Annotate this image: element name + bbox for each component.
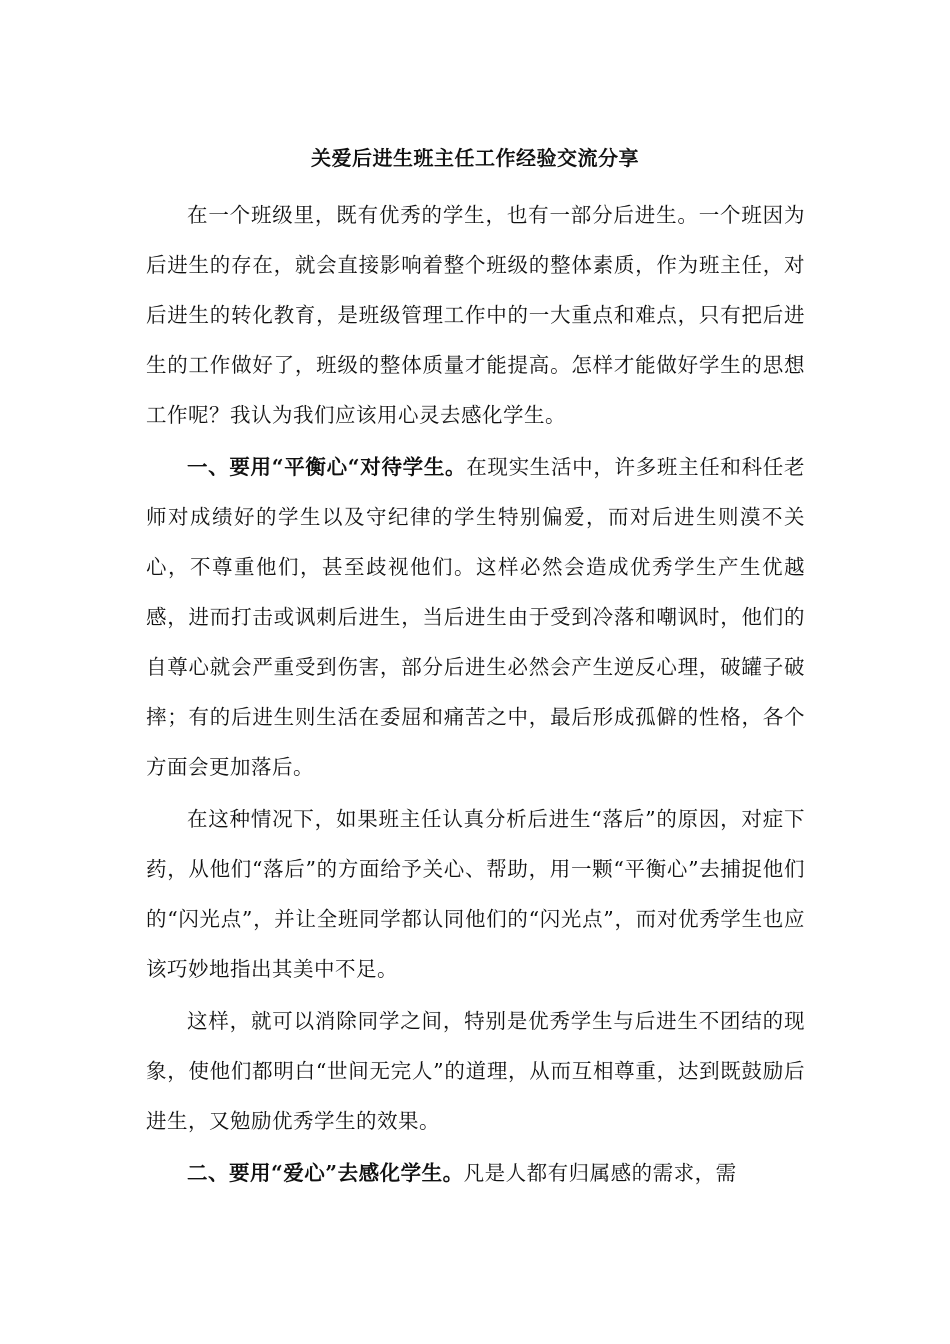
- paragraph-2: [146, 442, 805, 792]
- document-body: [146, 190, 805, 1200]
- paragraph-5: [146, 1148, 805, 1198]
- paragraph-4: [146, 996, 805, 1146]
- paragraph-2-text: 在现实生活中，许多班主任和科任老师对成绩好的学生以及守纪律的学生特别偏爱，而对后进生则漠不关心，不尊重他们，甚至歧视他们。这样必然会造成优秀学生产生优越感，进而打击或讽刺后进生，当后进生由于受到冷落和嘲讽时，他们的自尊心就会严重受到伤害，部分后进生必然会产生逆反心理，破罐子破摔；有的后进生则生活在委屈和痛苦之中，最后形成孤僻的性格，各个方面会更加落后。: [146, 455, 805, 779]
- paragraph-5-text: 凡是人都有归属感的需求，需: [463, 1161, 737, 1185]
- document-title: 关爱后进生班主任工作经验交流分享: [311, 146, 639, 170]
- paragraph-3: [146, 794, 805, 994]
- paragraph-1-text: 在一个班级里，既有优秀的学生，也有一部分后进生。一个班因为后进生的存在，就会直接影响着整个班级的整体素质，作为班主任，对后进生的转化教育，是班级管理工作中的一大重点和难点，只有把后进生的工作做好了，班级的整体质量才能提高。怎样才能做好学生的思想工作呢？我认为我们应该用心灵去感化学生。: [146, 203, 805, 427]
- paragraph-4-text: 这样，就可以消除同学之间，特别是优秀学生与后进生不团结的现象，使他们都明白“世间无完人”的道理，从而互相尊重，达到既鼓励后进生，又勉励优秀学生的效果。: [146, 1009, 805, 1133]
- paragraph-1: [146, 190, 805, 440]
- paragraph-3-text: 在这种情况下，如果班主任认真分析后进生“落后”的原因，对症下药，从他们“落后”的方面给予关心、帮助，用一颗“平衡心”去捕捉他们的“闪光点”，并让全班同学都认同他们的“闪光点”，而对优秀学生也应该巧妙地指出其美中不足。: [146, 807, 805, 981]
- section-heading-1: 一、要用“平衡心“对待学生。: [187, 455, 467, 479]
- section-heading-2: 二、要用“爱心”去感化学生。: [187, 1161, 464, 1185]
